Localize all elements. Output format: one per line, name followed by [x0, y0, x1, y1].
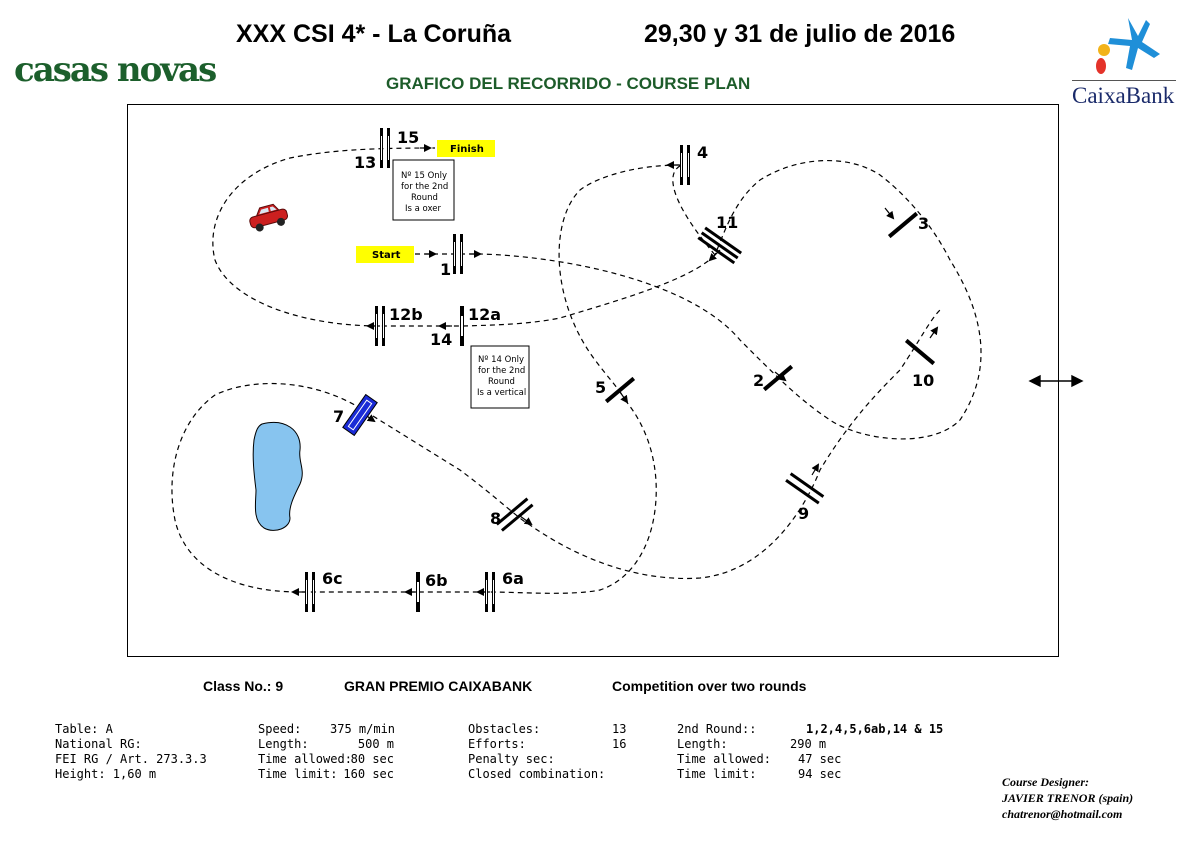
specs-column-2-values — [330, 722, 394, 782]
label-11: 11 — [716, 213, 739, 232]
label-4: 4 — [697, 143, 709, 162]
note-15-line-2: for the 2nd — [401, 182, 449, 192]
spec-time-allowed-label: Time allowed: — [258, 752, 352, 766]
spec-time-limit-label: Time limit: — [258, 767, 338, 781]
spec-efforts-label: Efforts: — [468, 737, 526, 751]
obstacle-6c — [305, 572, 315, 612]
spec-second-time-allowed-label: Time allowed: — [677, 752, 771, 766]
obstacle-2 — [763, 365, 793, 391]
entrance-double-arrow-icon — [1030, 376, 1082, 386]
specs-column-3-values — [612, 722, 626, 782]
designer-name: JAVIER TRENOR (spain) — [1002, 791, 1134, 805]
spec-second-round-value: 1,2,4,5,6ab,14 & 15 — [806, 722, 944, 736]
caixabank-logo-text: CaixaBank — [1072, 83, 1175, 108]
finish-label: Finish — [450, 144, 484, 155]
spec-second-length-label: Length: — [677, 737, 728, 751]
car-icon — [247, 201, 290, 233]
course-route — [172, 148, 981, 593]
note-14-line-2: for the 2nd — [478, 366, 526, 376]
label-10: 10 — [912, 371, 935, 390]
spec-height: Height: 1,60 m — [55, 767, 157, 781]
obstacle-10 — [905, 339, 935, 365]
label-12b: 12b — [389, 305, 423, 324]
spec-second-time-allowed-value: 47 sec — [798, 752, 842, 766]
label-6c: 6c — [322, 569, 343, 588]
obstacle-5 — [605, 377, 635, 403]
obstacle-13-15 — [380, 128, 390, 168]
spec-closed-combination-label: Closed combination: — [468, 767, 606, 781]
obstacle-7 — [343, 395, 377, 436]
label-15: 15 — [397, 128, 420, 147]
competition-format: Competition over two rounds — [612, 678, 807, 694]
obstacle-1 — [453, 234, 463, 274]
spec-efforts-value: 16 — [612, 737, 627, 751]
event-dates: 29,30 y 31 de julio de 2016 — [644, 20, 956, 48]
designer-email: chatrenor@hotmail.com — [1002, 807, 1123, 821]
spec-obstacles-label: Obstacles: — [468, 722, 541, 736]
spec-table: Table: A — [55, 722, 113, 736]
spec-length-label: Length: — [258, 737, 309, 751]
label-1: 1 — [440, 260, 452, 279]
spec-second-time-limit-label: Time limit: — [677, 767, 757, 781]
spec-closed-combination-value — [612, 767, 626, 782]
water-pond-icon — [253, 422, 302, 530]
designer-role: Course Designer: — [1002, 775, 1090, 789]
obstacle-9 — [785, 472, 824, 504]
spec-time-limit-value: 160 sec — [343, 767, 394, 781]
obstacle-12a — [460, 306, 464, 346]
note-14-line-4: Is a vertical — [477, 388, 527, 398]
spec-second-time-limit-value: 94 sec — [798, 767, 842, 781]
label-13: 13 — [354, 153, 377, 172]
casas-novas-logo-text: casas novas — [14, 50, 216, 90]
finish-tag — [437, 140, 495, 157]
label-14: 14 — [430, 330, 453, 349]
note-14-line-1: Nº 14 Only — [478, 355, 525, 365]
specs-column-4-values — [790, 722, 943, 782]
label-3: 3 — [918, 214, 930, 233]
specs-column-1 — [55, 722, 207, 782]
label-5: 5 — [595, 378, 607, 397]
event-title: XXX CSI 4* - La Coruña — [236, 20, 512, 48]
spec-second-round-label: 2nd Round:: — [677, 722, 757, 736]
spec-speed-label: Speed: — [258, 722, 302, 736]
obstacle-6b — [416, 572, 420, 612]
spec-penalty-value — [612, 752, 626, 767]
note-obstacle-15 — [393, 160, 454, 220]
note-15-line-3: Round — [411, 193, 438, 203]
spec-length-value: 500 m — [357, 737, 394, 751]
label-12a: 12a — [468, 305, 502, 324]
note-15-line-4: Is a oxer — [405, 204, 441, 214]
spec-second-length-value: 290 m — [790, 737, 827, 751]
specs-column-4-labels — [677, 722, 771, 782]
spec-time-allowed-value: 80 sec — [350, 752, 394, 766]
spec-obstacles-value: 13 — [612, 722, 627, 736]
start-tag — [356, 246, 414, 263]
spec-penalty-label: Penalty sec: — [468, 752, 555, 766]
obstacle-4 — [680, 145, 690, 185]
note-obstacle-14 — [471, 346, 529, 408]
obstacle-3 — [888, 212, 918, 238]
label-2: 2 — [753, 371, 765, 390]
label-6a: 6a — [502, 569, 524, 588]
route-arrows — [293, 148, 937, 592]
class-name: GRAN PREMIO CAIXABANK — [344, 678, 533, 694]
label-8: 8 — [490, 509, 502, 528]
spec-fei-rg: FEI RG / Art. 273.3.3 — [55, 752, 207, 766]
obstacle-11 — [697, 227, 742, 265]
specs-column-3-labels — [468, 722, 605, 782]
class-number: Class No.: 9 — [203, 678, 284, 694]
label-7: 7 — [333, 407, 345, 426]
note-15-line-1: Nº 15 Only — [401, 171, 448, 181]
course-plan-title: GRAFICO DEL RECORRIDO - COURSE PLAN — [386, 74, 751, 93]
label-9: 9 — [798, 504, 810, 523]
note-14-line-3: Round — [488, 377, 515, 387]
spec-national-rg: National RG: — [55, 737, 142, 751]
label-6b: 6b — [425, 571, 448, 590]
spec-speed-value: 375 m/min — [330, 722, 396, 736]
start-label: Start — [372, 250, 401, 261]
course-designer — [1002, 774, 1133, 822]
